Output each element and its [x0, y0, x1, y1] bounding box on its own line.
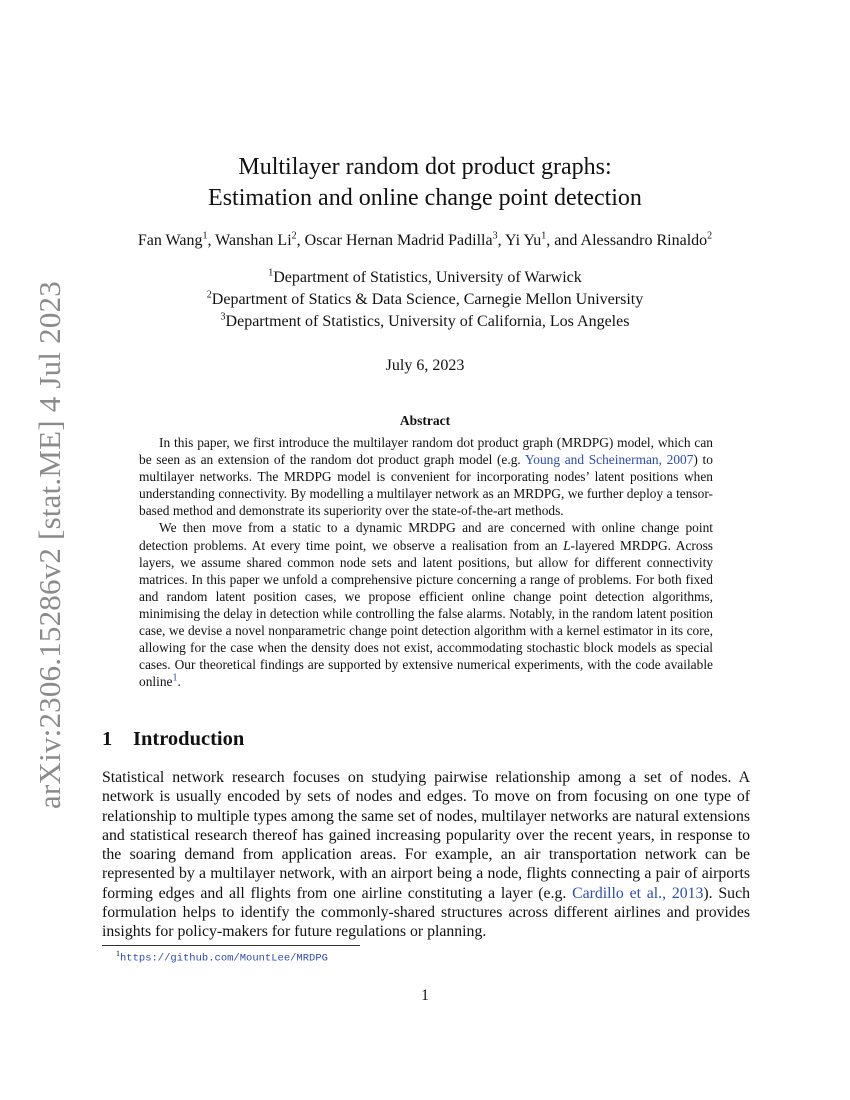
- math-symbol-L: L: [563, 537, 571, 553]
- affiliation: [0, 267, 850, 289]
- author-affil-mark: 1: [541, 230, 547, 242]
- footnote-mark: 1: [116, 949, 120, 958]
- author-affil-mark: 2: [707, 230, 713, 242]
- abstract-text: -layered MRDPG. Across layers, we assume shared common node sets and latent positions, but allow for different connectivity matrices. In this paper we unfold a comprehensive picture concerning a range of problems. For both fixed and random latent position cases, we propose efficient online change point detection algorithms, minimising the delay in detection while controlling the false alarms. Notably, in the random latent position case, we devise a novel nonparametric change point detection algorithm with a kernel estimator in its core, allowing for the case when the density does not exist, accommodating stochastic block models as special cases. Our theoretical findings are supported by extensive numerical experiments, with the code available online: [139, 537, 713, 690]
- footnote: [116, 949, 328, 965]
- body-paragraph: [102, 768, 750, 942]
- affiliation-text: Department of Statistics, University of California, Los Angeles: [225, 313, 630, 330]
- abstract-text: In this paper, we first introduce the multilayer random dot product graph (MRDPG) model, which can be seen as an extension of the random dot product graph model (e.g.: [139, 435, 713, 468]
- footnote-reference-link[interactable]: 1: [172, 672, 178, 684]
- paper-title: [0, 152, 850, 214]
- author-affil-mark: 3: [492, 230, 498, 242]
- affiliation: [0, 289, 850, 311]
- author-name: Fan Wang: [137, 232, 203, 249]
- author-separator: ,: [497, 232, 505, 249]
- author: [581, 232, 713, 249]
- affiliation-list: [0, 267, 850, 333]
- section-heading-introduction: [102, 728, 244, 751]
- affiliation-mark: 3: [220, 311, 226, 323]
- author-name: Wanshan Li: [215, 232, 292, 249]
- section-number: 1: [102, 728, 113, 750]
- body-text: ). Such formulation helps to identify the commonly-shared structures across different airlines and provides insights for policy-makers for future regulations or planning.: [102, 884, 750, 941]
- footnote-divider: [102, 945, 360, 946]
- affiliation: [0, 311, 850, 333]
- title-line-2: Estimation and online change point detection: [208, 185, 642, 211]
- author-separator: , and: [546, 232, 581, 249]
- author: [215, 232, 296, 249]
- affiliation-mark: 2: [206, 289, 212, 301]
- affiliation-text: Department of Statics & Data Science, Carnegie Mellon University: [211, 291, 644, 308]
- arxiv-identifier: arXiv:2306.15286v2 [stat.ME] 4 Jul 2023: [32, 281, 67, 809]
- page-number: 1: [421, 987, 429, 1004]
- abstract-body: [139, 434, 713, 690]
- introduction-body: [102, 768, 750, 942]
- author: [138, 232, 208, 249]
- affiliation-text: Department of Statistics, University of Warwick: [273, 269, 582, 286]
- title-line-1: Multilayer random dot product graphs:: [238, 154, 612, 180]
- author: [305, 232, 498, 249]
- abstract-paragraph: [139, 434, 713, 519]
- abstract-text: We then move from a static to a dynamic MRDPG and are concerned with online change point detection problems. At every time point, we observe a realisation from an: [139, 520, 713, 553]
- body-text: Statistical network research focuses on studying pairwise relationship among a set of nodes. A network is usually encoded by sets of nodes and edges. To move on from focusing on one type of relationship to multiple types among the same set of nodes, multilayer networks are natural extensions and statistical research thereof has gained increasing popularity over the recent years, in response to the soaring demand from application areas. For example, an air transportation network can be represented by a multilayer network, with an airport being a node, flights connecting a pair of airports forming edges and all flights from one airline constituting a layer (e.g.: [102, 769, 750, 902]
- abstract-text: .: [177, 674, 181, 690]
- author-separator: ,: [296, 232, 305, 249]
- author-name: Yi Yu: [504, 232, 542, 249]
- footnote-url-link[interactable]: https://github.com/MountLee/MRDPG: [120, 952, 328, 965]
- citation-link-cardillo[interactable]: Cardillo et al., 2013: [572, 884, 704, 902]
- author-affil-mark: 1: [202, 230, 208, 242]
- author-name: Alessandro Rinaldo: [580, 232, 708, 249]
- affiliation-mark: 1: [268, 267, 274, 279]
- abstract-text: ) to multilayer networks. The MRDPG model is convenient for incorporating nodes’ latent positions when understanding connectivity. By modelling a multilayer network as an MRDPG, we further deploy a tensor-based method and demonstrate its superiority over the state-of-the-art methods.: [139, 452, 713, 519]
- author-name: Oscar Hernan Madrid Padilla: [304, 232, 493, 249]
- author-separator: ,: [207, 232, 216, 249]
- author-affil-mark: 2: [291, 230, 297, 242]
- abstract-paragraph: [139, 519, 713, 690]
- author-list: [0, 232, 850, 250]
- author: [505, 232, 546, 249]
- publication-date: July 6, 2023: [385, 357, 465, 374]
- abstract-heading: Abstract: [399, 413, 451, 428]
- citation-link-young-scheinerman[interactable]: Young and Scheinerman, 2007: [524, 452, 694, 468]
- section-title: Introduction: [133, 728, 245, 750]
